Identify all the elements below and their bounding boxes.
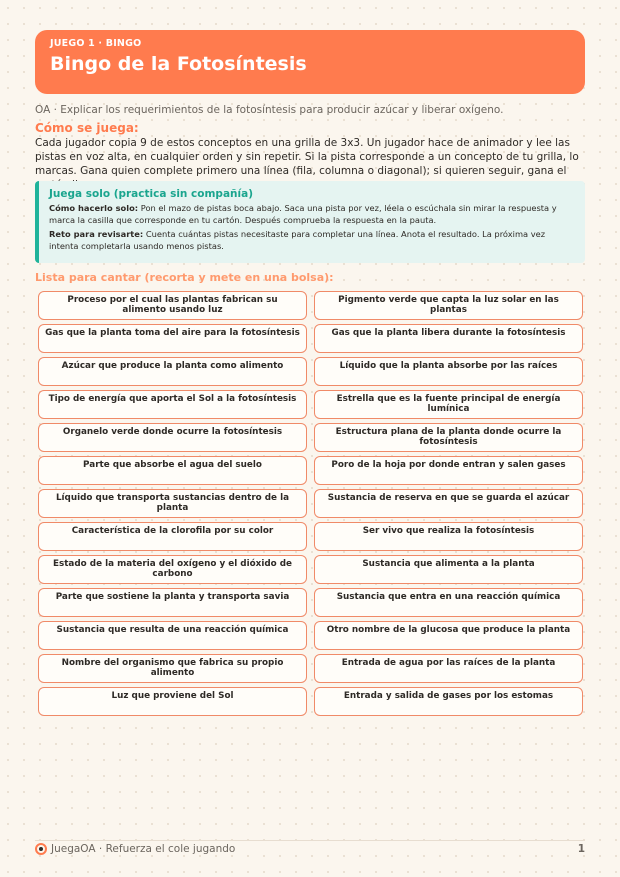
how-to-play-text: Cada jugador copia 9 de estos conceptos en una grilla de 3x3. Un jugador hace de animador y lee las pistas en voz alta, en cualquier orden y sin repetir. Si la pista corresponde a un concepto de tu grilla, lo marcas. Gana quien complete primero una línea (fila, columna o diagonal); si quieren seguir, gana el xyxy=(35,137,579,177)
clue-card: Azúcar que produce la planta como alimento xyxy=(38,357,307,386)
learning-objective: OA · Explicar los requerimientos de la fotosíntesis para producir azúcar y liberar oxígeno. xyxy=(35,104,504,116)
clue-card: Característica de la clorofila por su color xyxy=(38,522,307,551)
clue-card: Gas que la planta toma del aire para la fotosíntesis xyxy=(38,324,307,353)
clue-card: Ser vivo que realiza la fotosíntesis xyxy=(314,522,583,551)
clue-card: Pigmento verde que capta la luz solar en las plantas xyxy=(314,291,583,320)
clue-card: Luz que proviene del Sol xyxy=(38,687,307,716)
clue-card: Nombre del organismo que fabrica su propio alimento xyxy=(38,654,307,683)
footer-brand: JuegaOA · Refuerza el cole jugando xyxy=(51,843,236,855)
clue-card: Estructura plana de la planta donde ocurre la fotosíntesis xyxy=(314,423,583,452)
clue-card: Líquido que transporta sustancias dentro de la planta xyxy=(38,489,307,518)
footer-divider xyxy=(35,840,585,841)
page-footer xyxy=(35,843,585,855)
solo-review-paragraph xyxy=(49,229,575,252)
game-eyebrow: JUEGO 1 · BINGO xyxy=(50,38,142,49)
clue-card: Sustancia que entra en una reacción química xyxy=(314,588,583,617)
game-header xyxy=(35,30,585,94)
clue-card: Sustancia que alimenta a la planta xyxy=(314,555,583,584)
clue-list-title: Lista para cantar (recorta y mete en una bolsa): xyxy=(35,271,334,284)
clue-card: Sustancia de reserva en que se guarda el azúcar xyxy=(314,489,583,518)
clue-grid xyxy=(38,291,583,716)
clue-card: Organelo verde donde ocurre la fotosíntesis xyxy=(38,423,307,452)
clue-card: Líquido que la planta absorbe por las raíces xyxy=(314,357,583,386)
clue-card: Otro nombre de la glucosa que produce la planta xyxy=(314,621,583,650)
solo-play-title: Juega solo (practica sin compañía) xyxy=(49,188,253,200)
how-to-play-title: Cómo se juega: xyxy=(35,121,139,135)
clue-card: Tipo de energía que aporta el Sol a la fotosíntesis xyxy=(38,390,307,419)
clue-card: Proceso por el cual las plantas fabrican su alimento usando luz xyxy=(38,291,307,320)
clue-card: Entrada y salida de gases por los estomas xyxy=(314,687,583,716)
solo-how-text: Pon el mazo de pistas boca abajo. Saca una pista por vez, léela o escúchala sin mirar la respuesta y marca la casilla que corresponde en tu cartón. Después comprueba la respuesta en la pauta. xyxy=(49,203,557,225)
clue-card: Parte que sostiene la planta y transporta savia xyxy=(38,588,307,617)
solo-how-paragraph xyxy=(49,203,575,226)
solo-play-box xyxy=(35,181,585,263)
clue-card: Sustancia que resulta de una reacción química xyxy=(38,621,307,650)
solo-how-label: Cómo hacerlo solo: xyxy=(49,203,139,213)
clue-card: Estrella que es la fuente principal de energía lumínica xyxy=(314,390,583,419)
page-number: 1 xyxy=(577,843,585,855)
clue-card: Estado de la materia del oxígeno y el dióxido de carbono xyxy=(38,555,307,584)
solo-review-label: Reto para revisarte: xyxy=(49,229,144,239)
page-title: Bingo de la Fotosíntesis xyxy=(50,53,307,75)
clue-card: Poro de la hoja por donde entran y salen gases xyxy=(314,456,583,485)
brand-logo-icon xyxy=(35,843,47,855)
clue-card: Parte que absorbe el agua del suelo xyxy=(38,456,307,485)
solo-review-text: Cuenta cuántas pistas necesitaste para completar una línea. Anota el resultado. La próxima vez intenta completarla usando menos pistas. xyxy=(49,229,546,251)
clue-card: Entrada de agua por las raíces de la planta xyxy=(314,654,583,683)
clue-card: Gas que la planta libera durante la fotosíntesis xyxy=(314,324,583,353)
